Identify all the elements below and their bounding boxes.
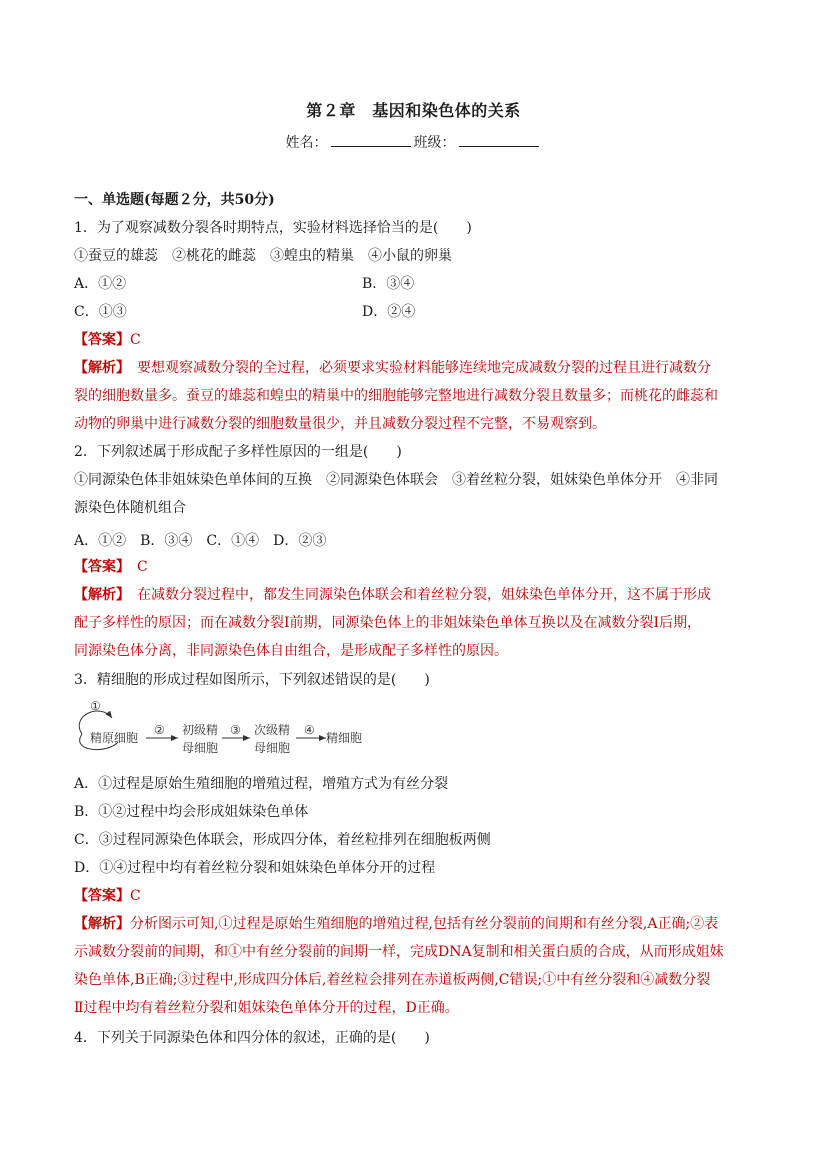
q1-row-cd (74, 298, 758, 326)
q1-items: ①蚕豆的雄蕊 ②桃花的雌蕊 ③蝗虫的精巢 ④小鼠的卵巢 (74, 248, 452, 264)
spermatogenesis-diagram (68, 696, 388, 764)
analysis-text: 分析图示可知,①过程是原始生殖细胞的增殖过程,包括有丝分裂前的间期和有丝分裂,A正确;②表 (130, 916, 719, 932)
step-4-label: ④ (304, 723, 315, 737)
answer-tag: 【答案】 (74, 888, 130, 904)
class-blank[interactable] (459, 134, 539, 147)
answer-value: C (130, 888, 141, 904)
analysis-text: 在减数分裂过程中，都发生同源染色体联会和着丝粒分裂，姐妹染色单体分开，这不属于形成 (123, 587, 711, 603)
q1-analysis-line-2: 裂的细胞数量多。蚕豆的雄蕊和蝗虫的精巢中的细胞能够完整地进行减数分裂且数量多；而桃花的雌蕊和 (74, 388, 718, 404)
answer-value: C (130, 332, 141, 348)
q3-option-b: B．①②过程中均会形成姐妹染色单体 (74, 804, 309, 820)
q3-answer (74, 882, 758, 910)
cell-primary-l2: 母细胞 (182, 741, 219, 755)
q1-row-ab (74, 270, 758, 298)
q2-analysis-line-1 (74, 581, 758, 609)
q1-analysis-line-3: 动物的卵巢中进行减数分裂的细胞数量很少，并且减数分裂过程不完整，不易观察到。 (74, 416, 606, 432)
q3-analysis-line-2: 示减数分裂前的间期，和①中有丝分裂前的间期一样，完成DNA复制和相关蛋白质的合成，从而形成姐妹 (74, 944, 724, 960)
cell-secondary-l1: 次级精 (254, 723, 291, 737)
answer-tag: 【答案】 (74, 332, 130, 348)
analysis-tag: 【解析】 (74, 587, 123, 603)
answer-tag: 【答案】 (74, 559, 123, 575)
q1-option-d: D．②④ (362, 304, 416, 320)
cell-primary-l1: 初级精 (182, 723, 219, 737)
q2-answer (74, 553, 758, 581)
q3-option-d: D．①④过程中均有着丝粒分裂和姐妹染色单体分开的过程 (74, 860, 436, 876)
cell-spermatid: 精细胞 (326, 731, 363, 745)
q3-analysis-line-3: 染色单体,B正确;③过程中,形成四分体后,着丝粒会排列在赤道板两侧,C错误;①中有丝分裂和④减数分裂 (74, 972, 711, 988)
step-3-label: ③ (230, 723, 241, 737)
step-1-label: ① (90, 699, 101, 713)
q2-items-line-2: 源染色体随机组合 (74, 500, 186, 516)
student-info-row (0, 132, 827, 152)
q3-stem: 3．精细胞的形成过程如图所示，下列叙述错误的是( ) (74, 672, 430, 688)
page-title: 第２章 基因和染色体的关系 (306, 101, 521, 120)
q1-option-c: C．①③ (74, 304, 127, 320)
q4-stem: 4．下列关于同源染色体和四分体的叙述，正确的是( ) (74, 1030, 430, 1046)
q3-option-a: A．①过程是原始生殖细胞的增殖过程，增殖方式为有丝分裂 (74, 776, 449, 792)
cell-spermatogonium: 精原细胞 (90, 731, 139, 745)
class-label: 班级： (413, 135, 456, 151)
q1-analysis-line-1 (74, 354, 758, 382)
q1-stem: 1．为了观察减数分裂各时期特点，实验材料选择恰当的是( ) (74, 220, 472, 236)
q1-answer (74, 326, 758, 354)
analysis-tag: 【解析】 (74, 916, 130, 932)
q2-items-line-1: ①同源染色体非姐妹染色单体间的互换 ②同源染色体联会 ③着丝粒分裂，姐妹染色单体分开 ④非同 (74, 472, 718, 488)
step-2-label: ② (154, 723, 165, 737)
q2-analysis-line-2: 配子多样性的原因；而在减数分裂Ⅰ前期，同源染色体上的非姐妹染色单体互换以及在减数分裂Ⅰ后期， (74, 615, 702, 631)
answer-value: C (123, 559, 148, 575)
section-heading: 一、单选题(每题２分，共50分) (74, 192, 275, 208)
q3-analysis-line-1 (74, 910, 758, 938)
q3-option-c: C．③过程同源染色体联会，形成四分体，着丝粒排列在细胞板两侧 (74, 832, 491, 848)
analysis-tag: 【解析】 (74, 360, 123, 376)
analysis-text: 要想观察减数分裂的全过程，必须要求实验材料能够连续地完成减数分裂的过程且进行减数分 (123, 360, 711, 376)
q2-options: A．①② B．③④ C．①④ D．②③ (74, 533, 327, 549)
q2-analysis-line-3: 同源染色体分离，非同源染色体自由组合，是形成配子多样性的原因。 (74, 643, 508, 659)
q3-analysis-line-4: Ⅱ过程中均有着丝粒分裂和姐妹染色单体分开的过程，D正确。 (74, 1000, 459, 1016)
cell-secondary-l2: 母细胞 (254, 741, 291, 755)
name-blank[interactable] (331, 134, 411, 147)
q2-stem: 2．下列叙述属于形成配子多样性原因的一组是( ) (74, 444, 402, 460)
q1-option-a: A．①② (74, 276, 127, 292)
q1-option-b: B．③④ (362, 276, 415, 292)
name-label: 姓名： (285, 135, 328, 151)
